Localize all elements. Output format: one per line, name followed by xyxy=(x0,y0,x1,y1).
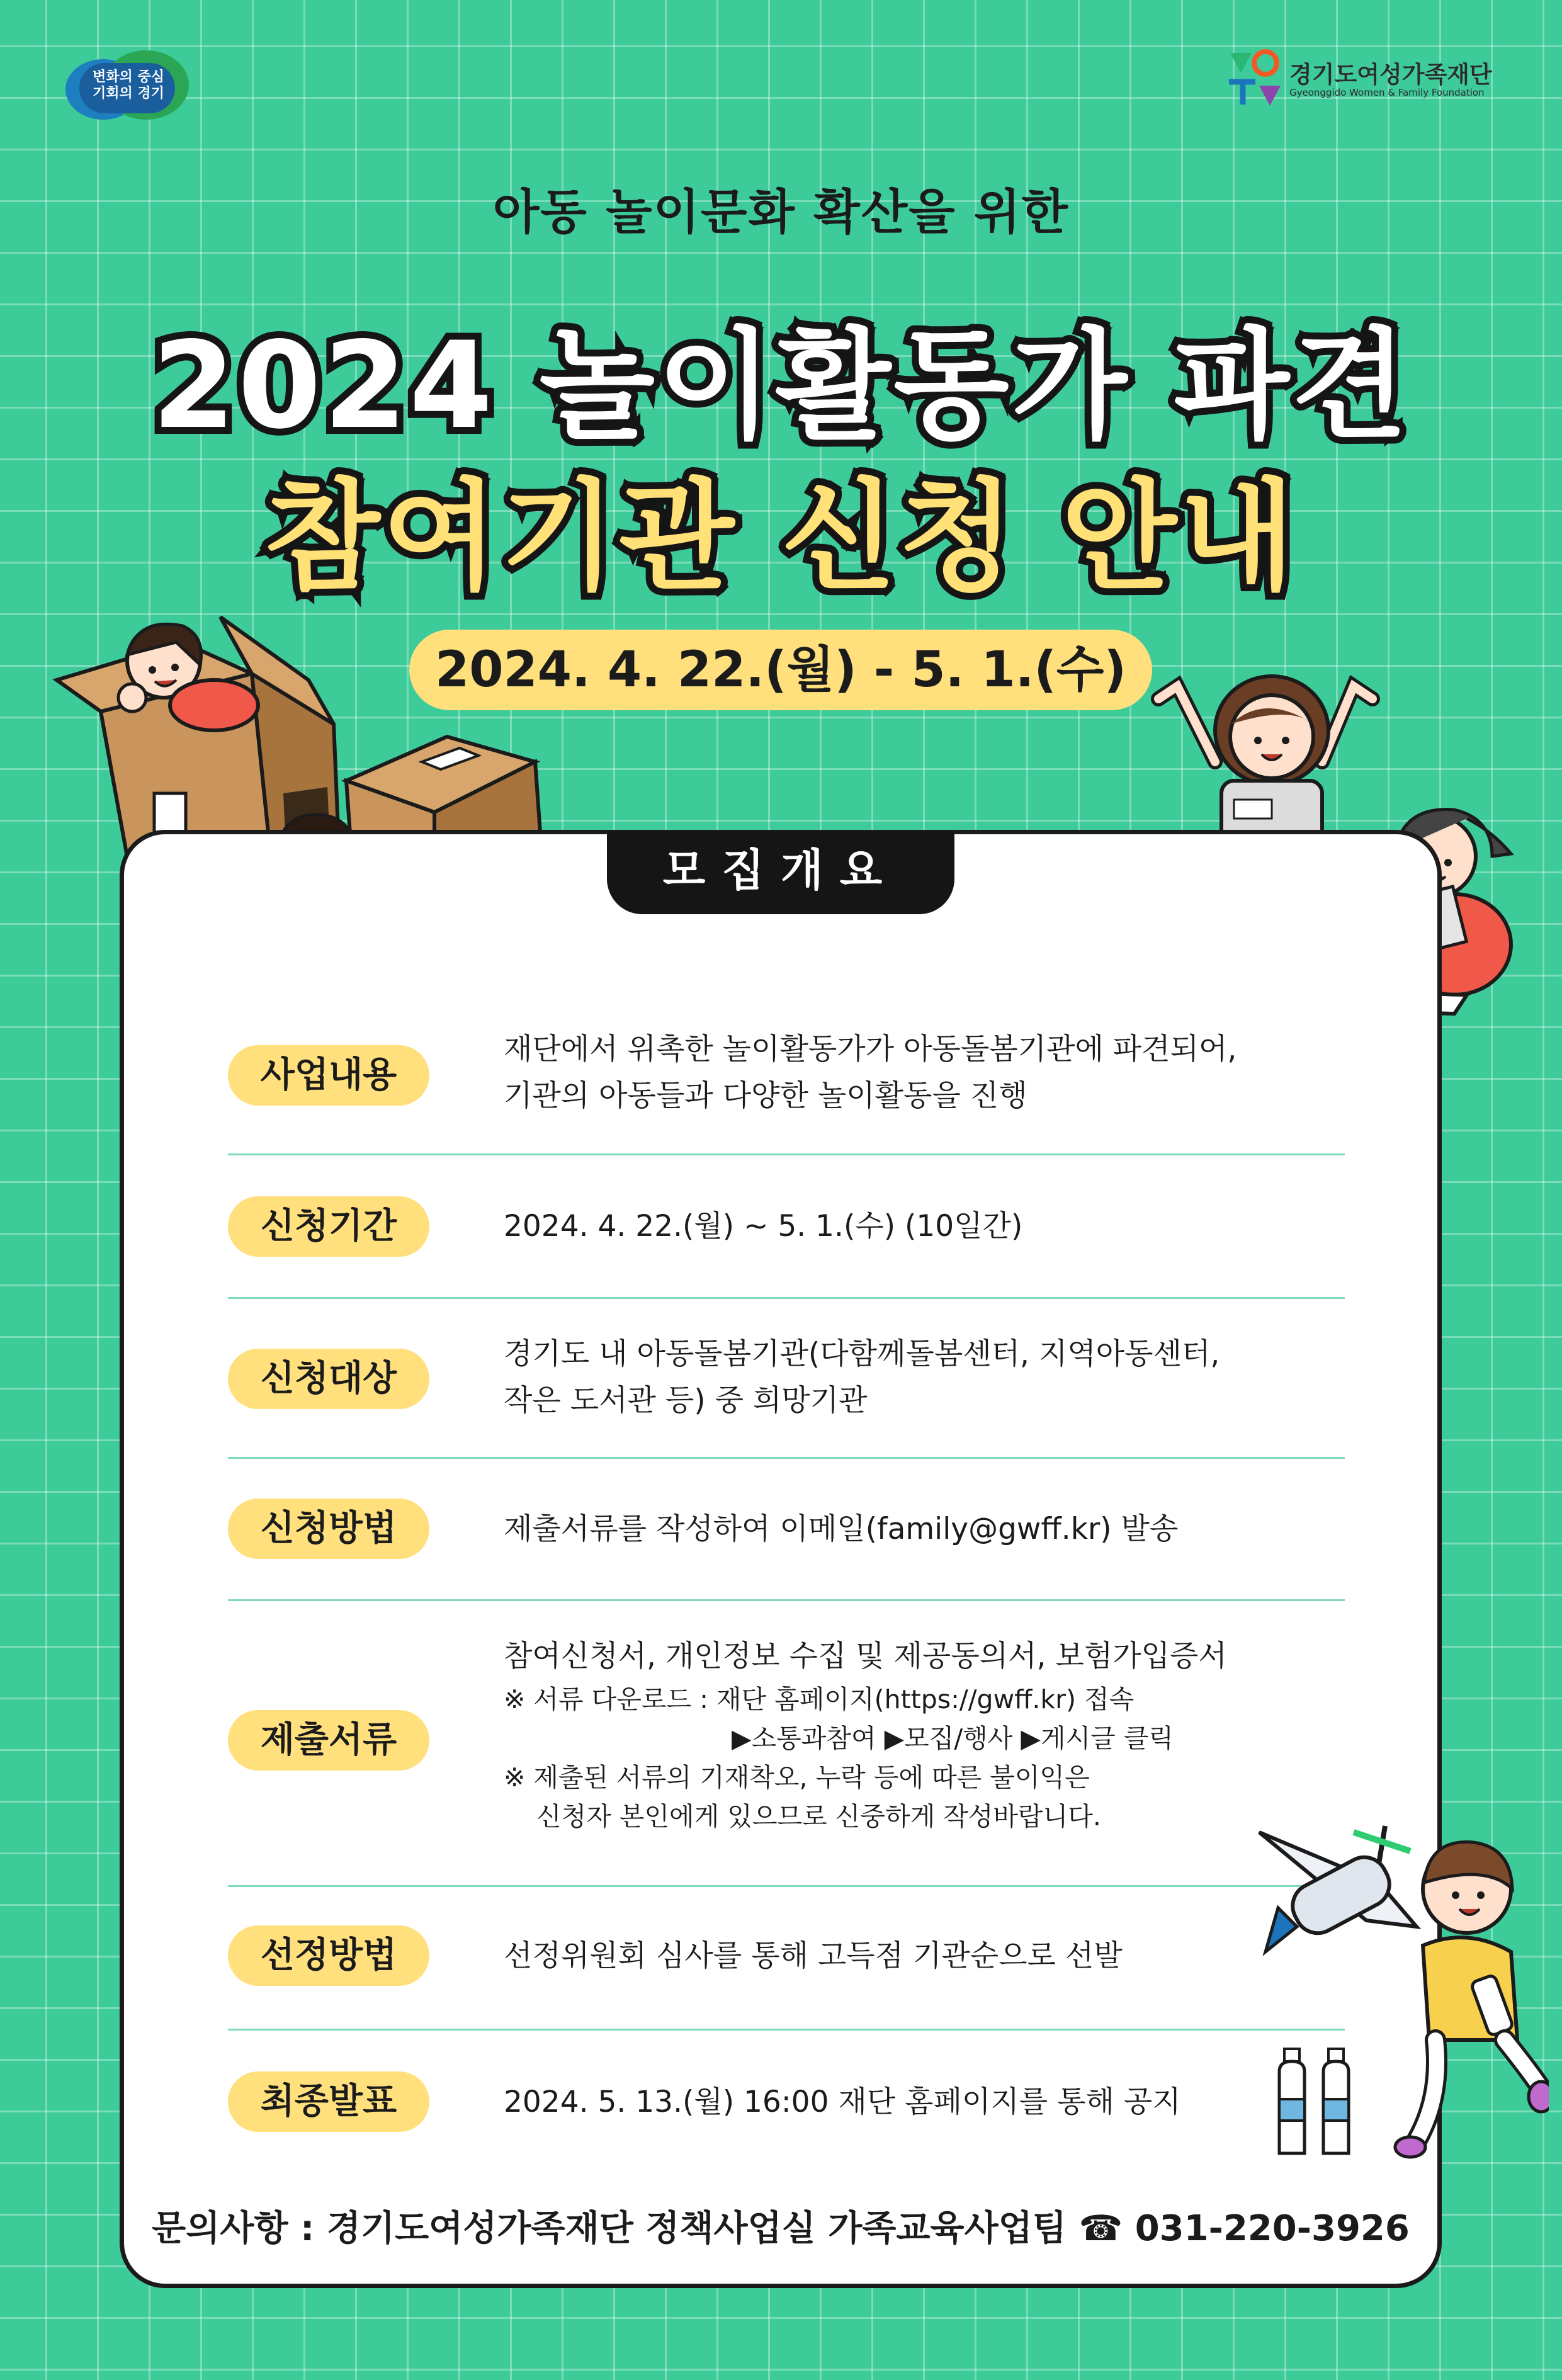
note-line: ※ 제출된 서류의 기재착오, 누락 등에 따른 불이익은 xyxy=(504,1762,1090,1793)
foundation-logo xyxy=(1226,48,1516,111)
value-application-period xyxy=(504,1203,1385,1250)
contact-phone: 031-220-3926 xyxy=(1135,2208,1410,2249)
divider xyxy=(228,1297,1345,1299)
period-badge: 2024. 4. 22.(월) - 5. 1.(수) xyxy=(409,630,1152,710)
divider xyxy=(228,1599,1345,1601)
gyeonggi-logo-line2: 기회의 경기 xyxy=(93,86,164,101)
contact-text: 문의사항 : 경기도여성가족재단 정책사업실 가족교육사업팀 xyxy=(152,2208,1067,2249)
value-line: 작은 도서관 등) 중 희망기관 xyxy=(504,1383,868,1418)
value-application-method xyxy=(504,1506,1385,1553)
label-required-documents: 제출서류 xyxy=(228,1710,429,1771)
note-line: ※ 서류 다운로드 : 재단 홈페이지(https://gwff.kr) 접속 xyxy=(504,1684,1135,1714)
label-final-announcement: 최종발표 xyxy=(228,2071,429,2132)
divider xyxy=(228,1885,1345,1887)
label-project-content: 사업내용 xyxy=(228,1045,429,1106)
divider xyxy=(228,1457,1345,1459)
gyeonggi-logo-line1: 변화의 중심 xyxy=(93,69,164,85)
value-eligibility xyxy=(504,1331,1385,1424)
note-line: 신청자 본인에게 있으므로 신중하게 작성바랍니다. xyxy=(536,1801,1101,1832)
label-application-period: 신청기간 xyxy=(228,1196,429,1257)
foundation-name: 경기도여성가족재단 xyxy=(1289,61,1492,88)
value-line: 재단에서 위촉한 놀이활동가가 아동돌봄기관에 파견되어, xyxy=(504,1032,1237,1067)
title-line1: 2024 놀이활동가 파견 xyxy=(152,316,1410,455)
section-title: 모집개요 xyxy=(607,831,954,914)
subtitle: 아동 놀이문화 확산을 위한 xyxy=(493,184,1069,240)
value-line: 경기도 내 아동돌봄기관(다함께돌봄센터, 지역아동센터, xyxy=(504,1337,1220,1371)
note-line: ▶소통과참여 ▶모집/행사 ▶게시글 클릭 xyxy=(732,1723,1174,1754)
value-line: 2024. 4. 22.(월) ~ 5. 1.(수) (10일간) xyxy=(504,1209,1023,1244)
foundation-name-en: Gyeonggido Women & Family Foundation xyxy=(1289,87,1485,98)
value-line: 제출서류를 작성하여 이메일(family@gwff.kr) 발송 xyxy=(504,1512,1179,1546)
value-line: 2024. 5. 13.(월) 16:00 재단 홈페이지를 통해 공지 xyxy=(504,2085,1181,2119)
value-line: 선정위원회 심사를 통해 고득점 기관순으로 선발 xyxy=(504,1939,1123,1973)
kid-airplane-illustration xyxy=(1253,1801,1549,2166)
title-line2: 참여기관 신청 안내 xyxy=(264,467,1298,606)
gyeonggi-logo xyxy=(65,50,189,121)
foundation-logo-icon xyxy=(1226,48,1283,108)
value-project-content xyxy=(504,1026,1385,1119)
label-selection-method: 선정방법 xyxy=(228,1925,429,1986)
value-line: 기관의 아동들과 다양한 놀이활동을 진행 xyxy=(504,1079,1027,1113)
label-eligibility: 신청대상 xyxy=(228,1349,429,1409)
phone-icon: ☎ xyxy=(1078,2208,1123,2249)
divider xyxy=(228,2029,1345,2031)
contact-info xyxy=(120,2201,1442,2251)
value-line: 참여신청서, 개인정보 수집 및 제공동의서, 보험가입증서 xyxy=(504,1639,1227,1674)
divider xyxy=(228,1153,1345,1155)
label-application-method: 신청방법 xyxy=(228,1499,429,1559)
